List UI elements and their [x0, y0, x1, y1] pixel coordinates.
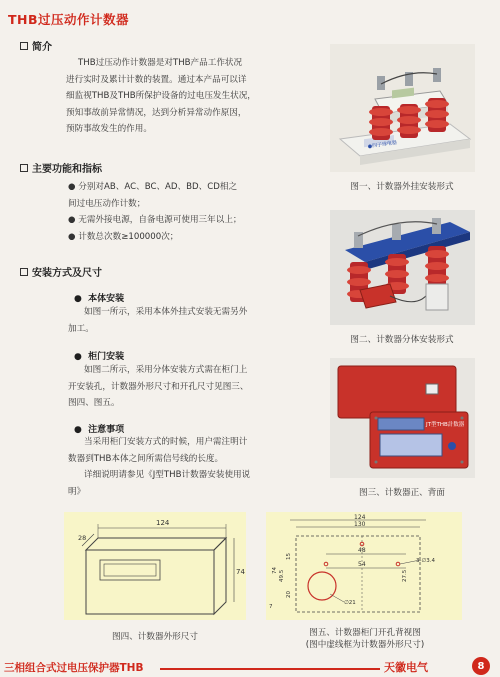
- function-item: ● 分别对AB、AC、BC、AD、BD、CD相之: [68, 182, 238, 192]
- functions-list: [68, 179, 328, 245]
- intro-line: 预知事故前异常情况，达到分析异常动作原因，: [66, 107, 247, 118]
- bullet-dot-icon: ●: [74, 352, 89, 362]
- body-mount-heading: ● 本体安装: [74, 294, 125, 304]
- notes-heading: ● 注意事项: [74, 425, 125, 435]
- figure-3-caption: 图三、计数器正、背面: [359, 488, 445, 498]
- dim-depth-label: 28: [78, 534, 87, 542]
- footer-brand: 天徽电气: [384, 661, 428, 674]
- notes-paragraph: 当采用柜门安装方式的时候，用户需注明计 数器到THB本体之间所需信号线的长度。 详细说明请参见《J型THB计数器安装使用说 明》: [68, 437, 251, 497]
- dim-cutout-w-label: 48: [358, 547, 366, 554]
- dim-inner-label: 130: [354, 521, 366, 528]
- figure-5-caption-line: 图五、计数器柜门开孔背视图: [309, 628, 421, 638]
- checkbox-square-icon: [20, 164, 28, 172]
- section-install-heading: [20, 264, 102, 279]
- checkbox-square-icon: [20, 268, 28, 276]
- figure-5-caption-line: (图中虚线框为计数器外形尺寸): [305, 640, 425, 650]
- footer-series: 三相组合式过电压保护器THB: [4, 662, 144, 674]
- cutout-dimension-drawing: [266, 512, 462, 620]
- figure-2-caption: 图二、计数器分体安装形式: [350, 335, 454, 345]
- page-title: THB过压动作计数器: [8, 12, 130, 27]
- dim-left-label: 7: [269, 604, 273, 610]
- section-intro-title: 简介: [32, 42, 52, 53]
- section-intro-heading: [20, 38, 52, 53]
- dim-width-label: 124: [156, 519, 170, 527]
- footer-divider: [160, 668, 380, 670]
- dim-offset-label: 27.5: [402, 569, 408, 582]
- bullet-dot-icon: ●: [74, 425, 89, 435]
- figure-4-caption: 图四、计数器外形尺寸: [112, 632, 198, 642]
- dim-outer-label: 124: [354, 514, 366, 521]
- dim-h4-label: 20: [286, 591, 292, 598]
- figure-5-drawing: [266, 512, 462, 620]
- intro-line: 进行实时及累计计数的装置。通过本产品可以详: [66, 74, 247, 85]
- section-functions-heading: [20, 160, 102, 175]
- figure-4-drawing: [64, 512, 246, 620]
- intro-line: THB过压动作计数器是对THB产品工作状况: [78, 58, 243, 68]
- checkbox-square-icon: [20, 42, 28, 50]
- dim-hole-label: ∅21: [344, 600, 356, 606]
- dim-screw-label: 3-∅3.4: [416, 558, 436, 564]
- function-item: ● 计数总次数≥100000次；: [68, 231, 179, 242]
- intro-line: 细监视THB及THB所保护设备的过电压发生状况，: [66, 91, 256, 101]
- counter-front-back-illustration: [330, 358, 475, 478]
- figure-2-photo: [330, 210, 475, 325]
- dim-h2-label: 49.5: [279, 569, 285, 582]
- body-mount-paragraph: 如图一所示，采用本体外挂式安装无需另外 加工。: [68, 307, 248, 334]
- dim-h1-label: 74: [272, 567, 278, 574]
- figure-1-caption: 图一、计数器外挂安装形式: [350, 182, 454, 192]
- cabinet-mount-paragraph: 如图二所示，采用分体安装方式需在柜门上 开安装孔，计数器外形尺寸和开孔尺寸见图三、 图四、图五。: [68, 365, 249, 408]
- function-item-cont: 间过电压动作计数；: [68, 198, 146, 209]
- page-number: 8: [472, 657, 490, 675]
- dim-height-label: 74: [236, 568, 245, 576]
- figure-5-caption: [270, 626, 460, 650]
- counter-model-label: JT型THB計数器: [426, 422, 465, 428]
- intro-paragraph: [66, 55, 326, 138]
- bullet-dot-icon: ●: [68, 215, 79, 225]
- section-install-title: 安装方式及尺寸: [32, 268, 102, 279]
- function-item: ● 无需外接电源，自备电源可使用三年以上；: [68, 215, 242, 225]
- intro-line: 预防事故发生的作用。: [66, 124, 152, 134]
- dim-cutout-w2-label: 54: [358, 561, 366, 568]
- arrester-device-illustration: [330, 44, 475, 172]
- figure-1-photo: [330, 44, 475, 172]
- bullet-dot-icon: ●: [74, 294, 89, 304]
- figure-3-photo: [330, 358, 475, 478]
- split-mount-illustration: [330, 210, 475, 325]
- cabinet-mount-heading: ● 柜门安装: [74, 352, 125, 362]
- outline-dimension-drawing: [64, 512, 246, 620]
- bullet-dot-icon: ●: [68, 231, 79, 242]
- device-brand-label: ●四子球电器: [367, 139, 398, 150]
- bullet-dot-icon: ●: [68, 182, 79, 192]
- section-functions-title: 主要功能和指标: [32, 164, 102, 175]
- dim-h3-label: 15: [286, 553, 292, 560]
